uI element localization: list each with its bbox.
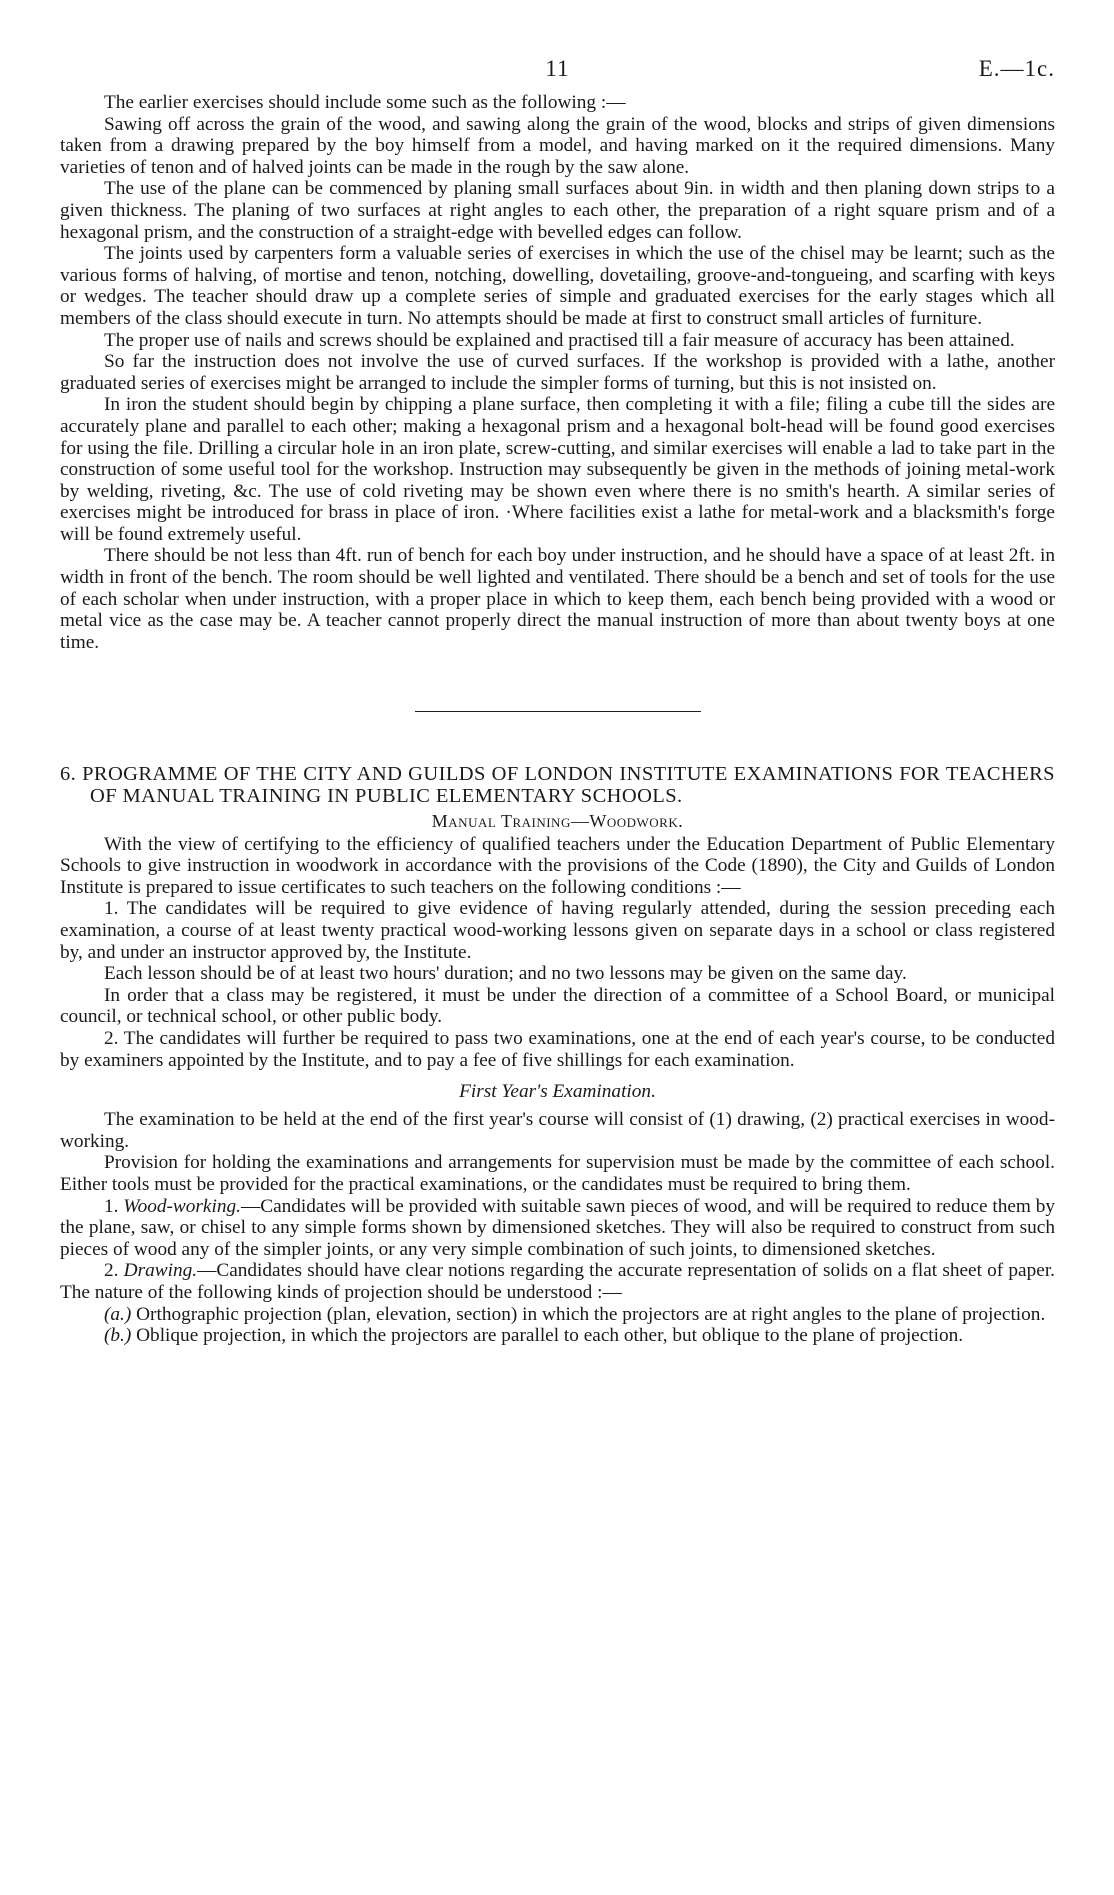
first-year-heading: First Year's Examination. <box>459 1081 656 1103</box>
drawing-paragraph <box>60 1260 1055 1303</box>
paragraph: Each lesson should be of at least two hours' duration; and no two lessons may be given on the same day. <box>104 963 907 985</box>
paragraph: There should be not less than 4ft. run of bench for each boy under instruction, and he should have a space of at least 2ft. in width in front of the bench. The room should be well lighted and ventilated. There should be a bench and set of tools for the use of each scholar when under instruction, with a proper place in which to keep them, each bench being provided with a wood or metal vice as the case may be. A teacher cannot properly direct the manual instruction of more than about twenty boys at one time. <box>60 545 1055 653</box>
section-6 <box>60 764 1055 1346</box>
woodworking-prefix: 1. <box>104 1195 124 1217</box>
paragraph: The earlier exercises should include some such as the following :— <box>104 92 626 113</box>
projection-b-paragraph <box>60 1325 1055 1347</box>
section-divider <box>415 711 701 712</box>
top-text-block <box>60 92 1055 653</box>
drawing-prefix: 2. <box>104 1260 124 1282</box>
woodworking-text: —Candidates will be provided with suitable sawn pieces of wood, and will be required to reduce them by the plane, saw, or chisel to any simple forms shown by dimensioned sketches. They will also be required to construct from such pieces of wood any of the simpler joints, or any very simple combination of such joints, to dimensioned sketches. <box>60 1195 1056 1260</box>
paragraph: Sawing off across the grain of the wood, and sawing along the grain of the wood, blocks and strips of given dimensions taken from a drawing prepared by the boy himself from a model, and having marked on it the required dimensions. Many varieties of tenon and of halved joints can be made in the rough by the saw alone. <box>60 113 1055 178</box>
page-header <box>60 52 1055 92</box>
section-heading: 6. PROGRAMME OF THE CITY AND GUILDS OF LONDON INSTITUTE EXAMINATIONS FOR TEACHERS OF MANUAL TRAINING IN PUBLIC ELEMENTARY SCHOOLS. <box>60 763 1055 808</box>
paragraph: 1. The candidates will be required to give evidence of having regularly attended, during the session preceding each examination, a course of at least twenty practical wood-working lessons given on separate days in a school or class registered by, and under an instructor approved by, the Institute. <box>60 898 1055 963</box>
paragraph: In iron the student should begin by chipping a plane surface, then completing it with a file; filing a cube till the sides are accurately plane and parallel to each other; making a hexagonal prism and a hexagonal bolt-head will be found good exercises for using the file. Drilling a circular hole in an iron plate, screw-cutting, and similar exercises will enable a lad to take part in the construction of some useful tool for the workshop. Instruction may subsequently be given in the methods of joining metal-work by welding, riveting, &c. The use of cold riveting may be shown even where there is no smith's hearth. A similar series of exercises might be introduced for brass in place of iron. ·Where facilities exist a lathe for metal-work and a blacksmith's forge will be found extremely useful. <box>60 394 1055 545</box>
document-reference: E.—1c. <box>978 56 1055 81</box>
document-page <box>60 52 1055 1347</box>
projection-a-text: Orthographic projection (plan, elevation, section) in which the projectors are at right angles to the plane of projection. <box>131 1303 1046 1325</box>
paragraph: The joints used by carpenters form a valuable series of exercises in which the use of the chisel may be learnt; such as the various forms of halving, of mortise and tenon, notching, dowelling, dovetailing, groove-and-tongueing, and scarfing with keys or wedges. The teacher should draw up a complete series of simple and graduated exercises for the early stages which all members of the class should execute in turn. No attempts should be made at first to construct small articles of furniture. <box>60 243 1055 329</box>
projection-b-label: (b.) <box>104 1325 132 1347</box>
page-number: 11 <box>545 56 570 81</box>
paragraph: In order that a class may be registered, it must be under the direction of a committee of a School Board, or municipal council, or technical school, or other public body. <box>60 984 1055 1028</box>
paragraph: The proper use of nails and screws should be explained and practised till a fair measure of accuracy has been attained. <box>104 329 1015 351</box>
paragraph: 2. The candidates will further be required to pass two examinations, one at the end of each year's course, to be conducted by examiners appointed by the Institute, and to pay a fee of five shillings for each examination. <box>60 1027 1055 1071</box>
paragraph: With the view of certifying to the efficiency of qualified teachers under the Education Department of Public Elementary Schools to give instruction in woodwork in accordance with the provisions of the Code (1890), the City and Guilds of London Institute is prepared to issue certificates to such teachers on the following conditions :— <box>60 833 1055 898</box>
section-subheading: Manual Training—Woodwork. <box>431 810 684 831</box>
paragraph: Provision for holding the examinations and arrangements for supervision must be made by the committee of each school. Either tools must be provided for the practical examinations, or the candidates must be required to bring them. <box>60 1152 1055 1195</box>
projection-b-text: Oblique projection, in which the projectors are parallel to each other, but oblique to the plane of projection. <box>131 1325 964 1347</box>
drawing-text: —Candidates should have clear notions regarding the accurate representation of solids on a flat sheet of paper. The nature of the following kinds of projection should be understood :— <box>60 1260 1055 1303</box>
woodworking-label: Wood-working. <box>123 1195 241 1217</box>
woodworking-paragraph <box>60 1196 1055 1261</box>
paragraph: So far the instruction does not involve the use of curved surfaces. If the workshop is provided with a lathe, another graduated series of exercises might be arranged to include the simpler forms of turning, but this is not insisted on. <box>60 351 1055 394</box>
projection-a-label: (a.) <box>104 1303 132 1325</box>
drawing-label: Drawing. <box>123 1260 198 1282</box>
paragraph: The use of the plane can be commenced by planing small surfaces about 9in. in width and then planing down strips to a given thickness. The planing of two surfaces at right angles to each other, the preparation of a right square prism and of a hexagonal prism, and the construction of a straight-edge with bevelled edges can follow. <box>60 178 1055 243</box>
projection-a-paragraph <box>60 1304 1055 1326</box>
paragraph: The examination to be held at the end of the first year's course will consist of (1) drawing, (2) practical exercises in wood-working. <box>60 1109 1055 1152</box>
